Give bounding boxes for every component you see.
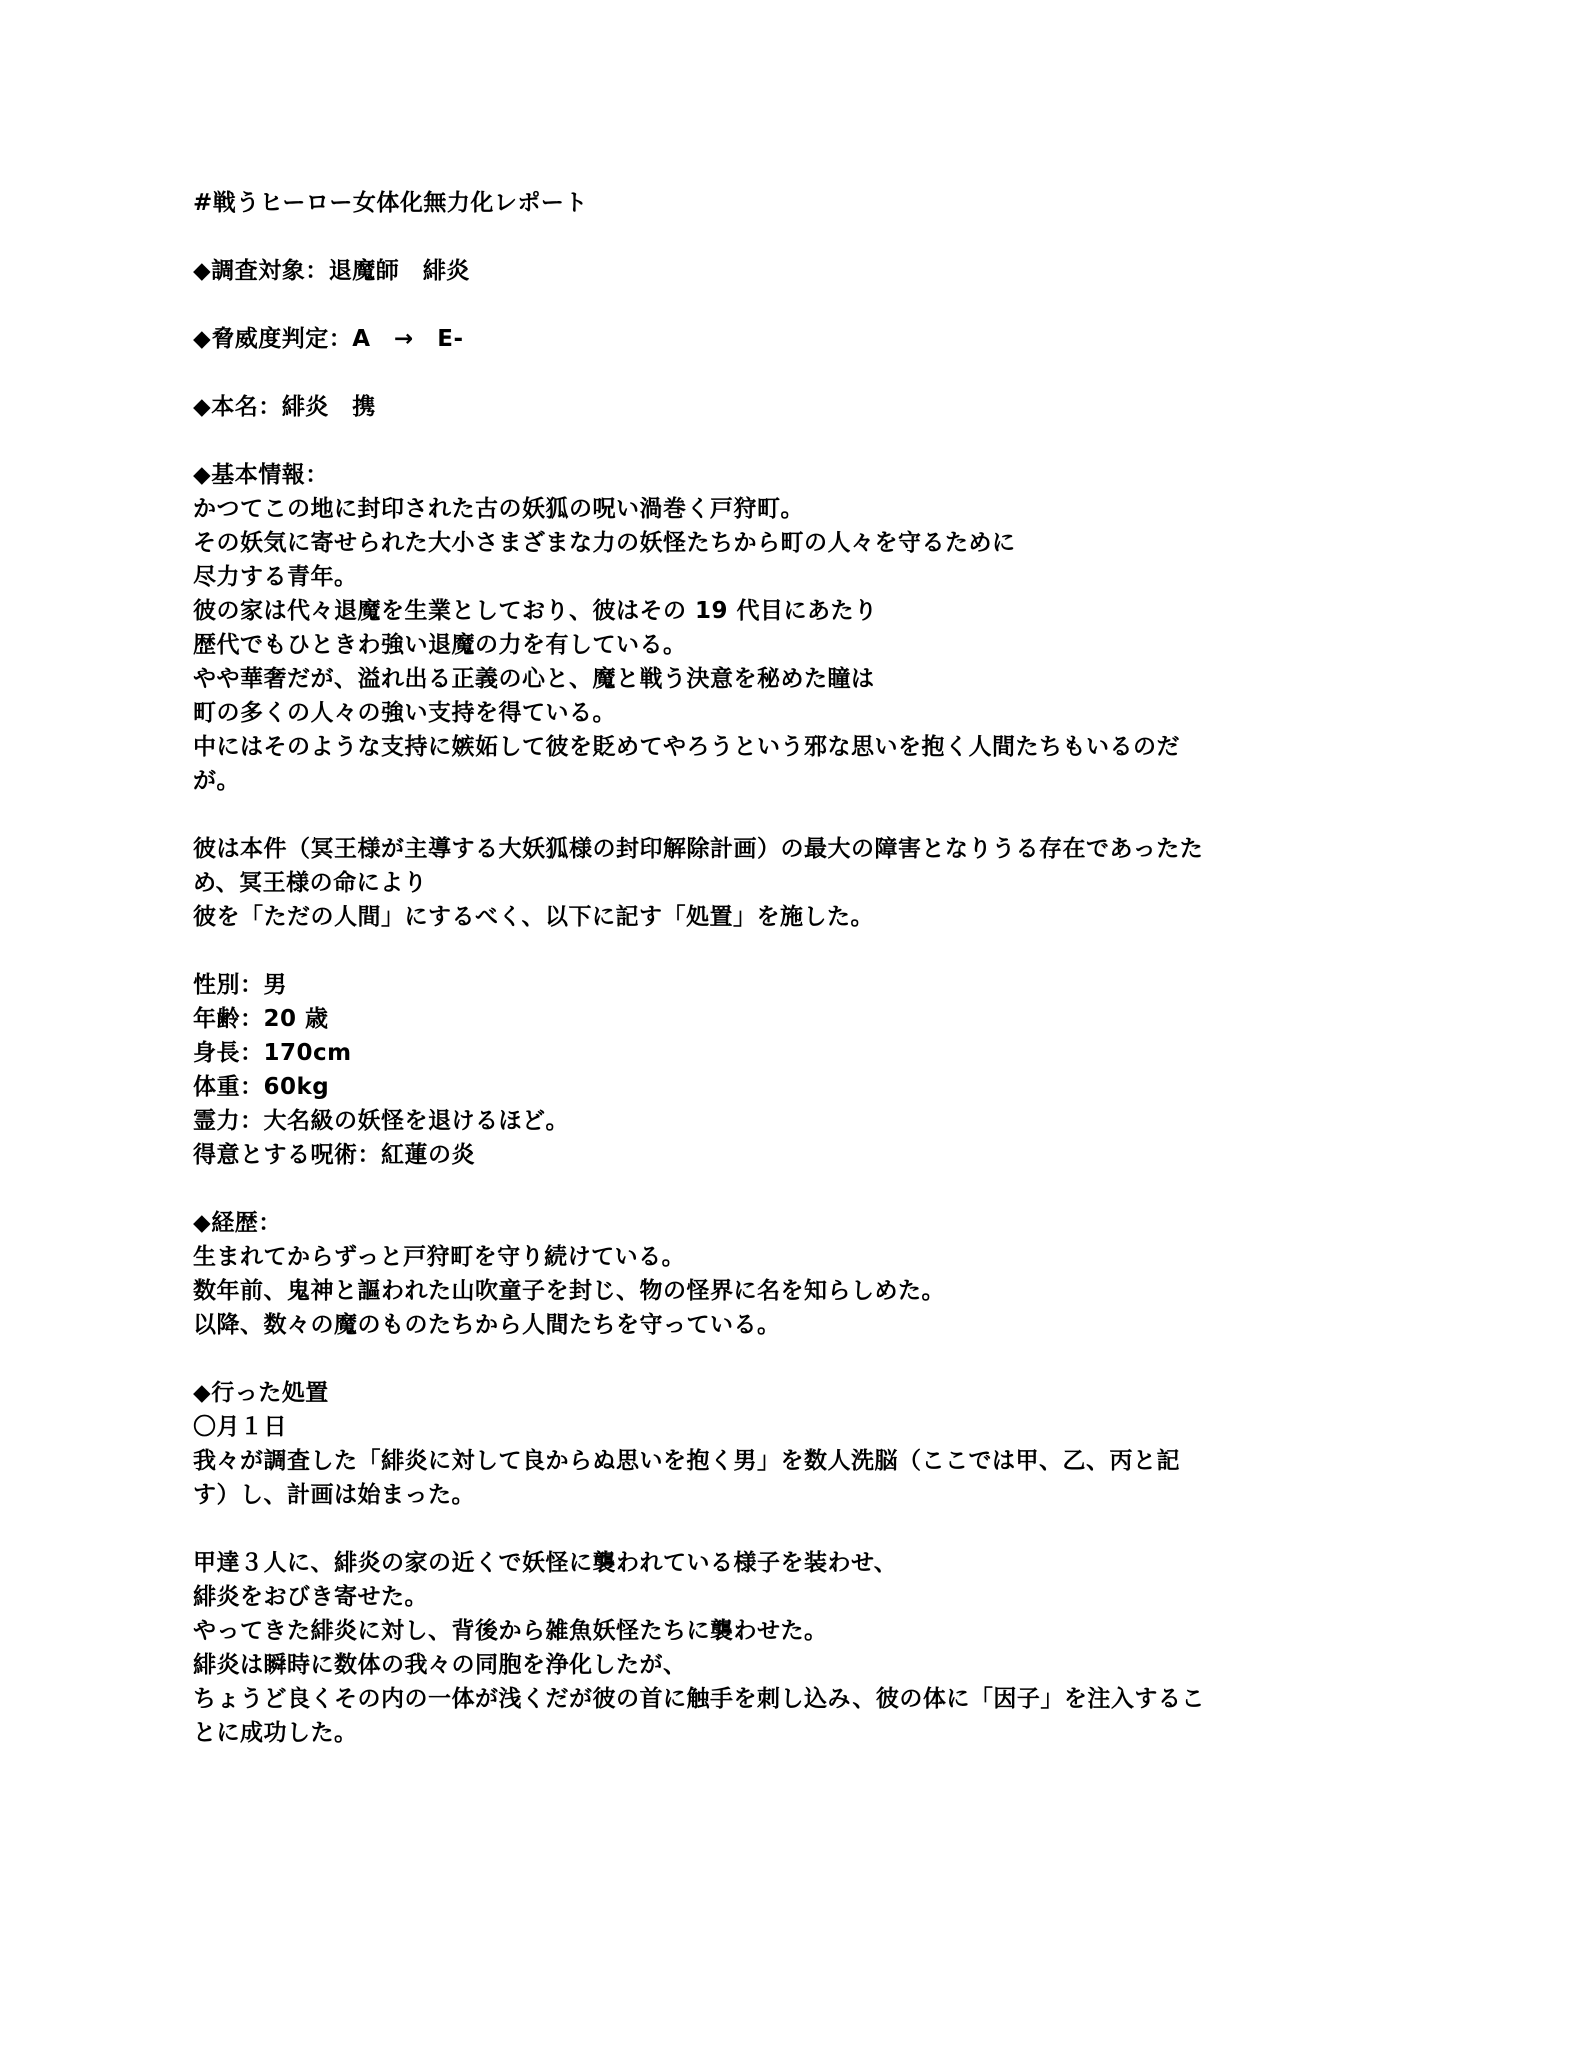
spacer (193, 220, 1453, 254)
stat-specialty: 得意とする呪術：紅蓮の炎 (193, 1142, 475, 1168)
history-line: 数年前、鬼神と謳われた山吹童子を封じ、物の怪界に名を知らしめた。 (193, 1278, 945, 1304)
history-line: 以降、数々の魔のものたちから人間たちを守っている。 (193, 1312, 781, 1338)
history-section (193, 1206, 1453, 1342)
spacer (193, 1512, 1453, 1546)
treatment-date: 〇月１日 (193, 1414, 287, 1440)
basic-info-line: が。 (193, 768, 240, 794)
treatment-line: とに成功した。 (193, 1720, 358, 1746)
plan-line: 彼を「ただの人間」にするべく、以下に記す「処置」を施した。 (193, 904, 875, 930)
history-heading: ◆経歴： (193, 1210, 282, 1236)
spacer (193, 288, 1453, 322)
treatment-line: 我々が調査した「緋炎に対して良からぬ思いを抱く男」を数人洗脳（ここでは甲、乙、丙と記 (193, 1448, 1180, 1474)
stats-section (193, 968, 1453, 1172)
stat-weight: 体重：60kg (193, 1074, 330, 1100)
treatment-line: ちょうど良くその内の一体が浅くだが彼の首に触手を刺し込み、彼の体に「因子」を注入するこ (193, 1686, 1205, 1712)
spacer (193, 798, 1453, 832)
spacer (193, 1172, 1453, 1206)
report-title: #戦うヒーロー女体化無力化レポート (193, 190, 588, 216)
spacer (193, 356, 1453, 390)
spacer (193, 934, 1453, 968)
report-document (193, 186, 1453, 1750)
basic-info-line: やや華奢だが、溢れ出る正義の心と、魔と戦う決意を秘めた瞳は (193, 666, 875, 692)
plan-line: め、冥王様の命により (193, 870, 428, 896)
treatment-section (193, 1376, 1453, 1750)
plan-section (193, 832, 1453, 934)
basic-info-line: かつてこの地に封印された古の妖狐の呪い渦巻く戸狩町。 (193, 496, 804, 522)
real-name: ◆本名：緋炎 携 (193, 394, 376, 420)
history-line: 生まれてからずっと戸狩町を守り続けている。 (193, 1244, 686, 1270)
treatment-heading: ◆行った処置 (193, 1380, 329, 1406)
stat-gender: 性別：男 (193, 972, 287, 998)
stat-age: 年齢：20 歳 (193, 1006, 329, 1032)
spacer (193, 424, 1453, 458)
basic-info-line: 歴代でもひときわ強い退魔の力を有している。 (193, 632, 687, 658)
basic-info-line: 中にはそのような支持に嫉妬して彼を貶めてやろうという邪な思いを抱く人間たちもいるのだ (193, 734, 1180, 760)
treatment-line: 甲達３人に、緋炎の家の近くで妖怪に襲われている様子を装わせ、 (193, 1550, 898, 1576)
investigation-target: ◆調査対象：退魔師 緋炎 (193, 258, 470, 284)
basic-info-line: 町の多くの人々の強い支持を得ている。 (193, 700, 616, 726)
treatment-line: 緋炎をおびき寄せた。 (193, 1584, 428, 1610)
basic-info-line: 尽力する青年。 (193, 564, 358, 590)
treatment-line: す）し、計画は始まった。 (193, 1482, 475, 1508)
plan-line: 彼は本件（冥王様が主導する大妖狐様の封印解除計画）の最大の障害となりうる存在であったた (193, 836, 1204, 862)
threat-level: ◆脅威度判定：A → E- (193, 326, 464, 352)
stat-spiritual-power: 霊力：大名級の妖怪を退けるほど。 (193, 1108, 569, 1134)
basic-info-line: 彼の家は代々退魔を生業としており、彼はその 19 代目にあたり (193, 598, 878, 624)
treatment-line: やってきた緋炎に対し、背後から雑魚妖怪たちに襲わせた。 (193, 1618, 828, 1644)
basic-info-heading: ◆基本情報： (193, 462, 329, 488)
treatment-line: 緋炎は瞬時に数体の我々の同胞を浄化したが、 (193, 1652, 687, 1678)
basic-info-line: その妖気に寄せられた大小さまざまな力の妖怪たちから町の人々を守るために (193, 530, 1016, 556)
basic-info-section (193, 458, 1453, 798)
stat-height: 身長：170cm (193, 1040, 352, 1066)
spacer (193, 1342, 1453, 1376)
